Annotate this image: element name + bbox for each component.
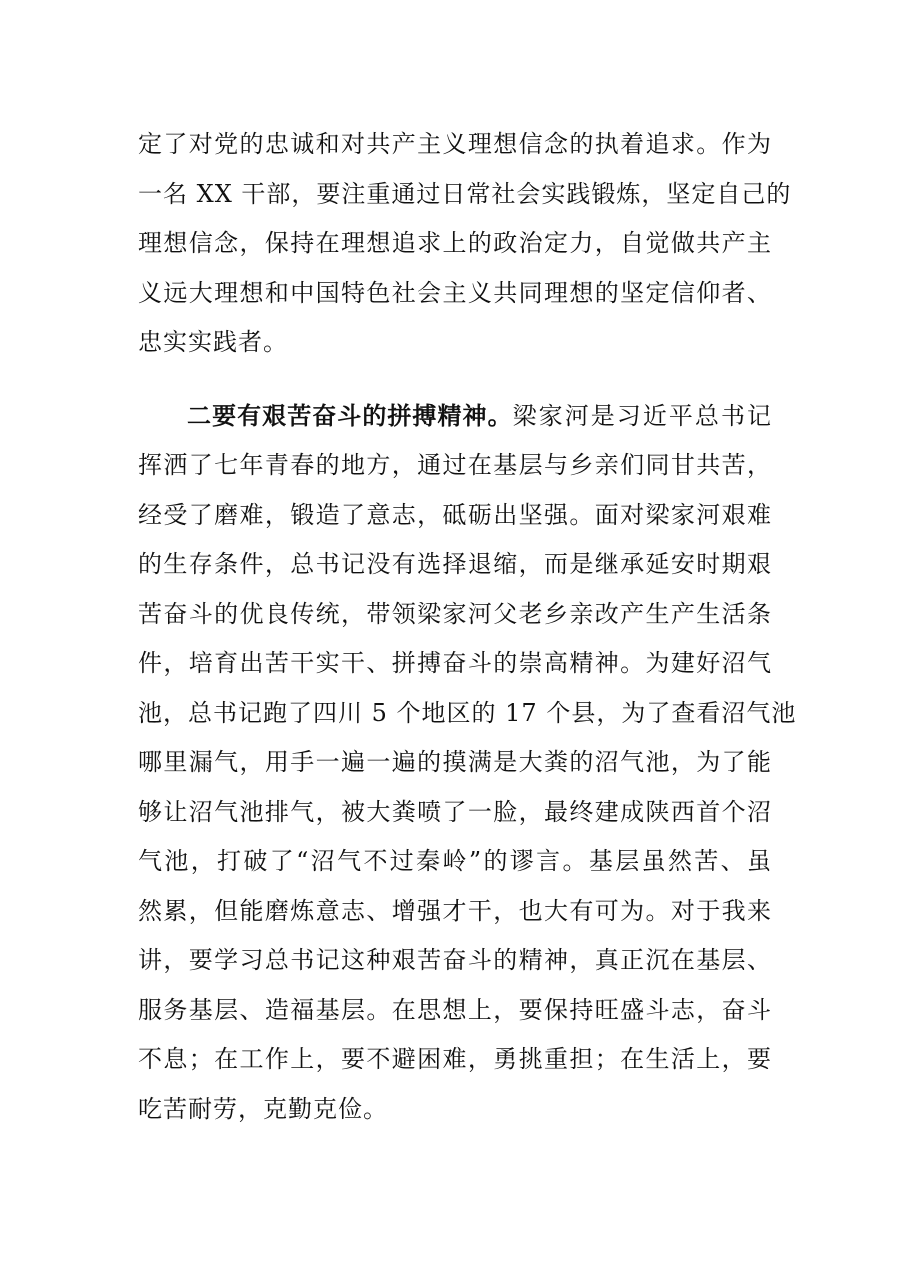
text-line: 一名 XX 干部，要注重通过日常社会实践锻炼，坚定自己的 [138,179,792,208]
text-line: 理想信念，保持在理想追求上的政治定力，自觉做共产主 [138,229,772,257]
text-line-first [138,392,772,442]
text-line: 服务基层、造福基层。在思想上，要保持旺盛斗志，奋斗 [138,995,772,1024]
text-line: 忠实实践者。 [138,328,288,356]
text-line: 挥洒了七年青春的地方，通过在基层与乡亲们同甘共苦， [138,451,772,479]
paragraph-lead-heading: 二要有艰苦奋斗的拼搏精神。 [186,401,513,430]
text-line: 经受了磨难，锻造了意志，砥砺出坚强。面对梁家河艰难 [138,500,772,529]
paragraph-first-line-text: 梁家河是习近平总书记 [512,401,772,430]
text-line: 够让沼气池排气，被大粪喷了一脸，最终建成陕西首个沼 [138,797,772,826]
text-line: 定了对党的忠诚和对共产主义理想信念的执着追求。作为 [138,130,772,158]
text-line: 气池，打破了“沼气不过秦岭”的谬言。基层虽然苦、虽 [138,847,772,875]
paragraph-2 [138,392,797,1135]
text-line: 吃苦耐劳，克勤克俭。 [138,1094,388,1123]
text-line: 池，总书记跑了四川 5 个地区的 17 个县，为了查看沼气池 [138,698,797,727]
paragraph-1 [138,120,792,368]
text-line: 不息；在工作上，要不避困难，勇挑重担；在生活上，要 [138,1045,772,1073]
text-line: 讲，要学习总书记这种艰苦奋斗的精神，真正沉在基层、 [138,946,772,974]
text-line: 哪里漏气，用手一遍一遍的摸满是大粪的沼气池，为了能 [138,748,772,776]
text-line: 的生存条件，总书记没有选择退缩，而是继承延安时期艰 [138,550,772,578]
document-body [138,120,797,1134]
text-line: 苦奋斗的优良传统，带领梁家河父老乡亲改产生产生活条 [138,599,772,628]
text-line: 义远大理想和中国特色社会主义共同理想的坚定信仰者、 [138,278,772,307]
text-line: 件，培育出苦干实干、拼搏奋斗的崇高精神。为建好沼气 [138,649,772,677]
text-line: 然累，但能磨炼意志、增强才干，也大有可为。对于我来 [138,896,772,925]
